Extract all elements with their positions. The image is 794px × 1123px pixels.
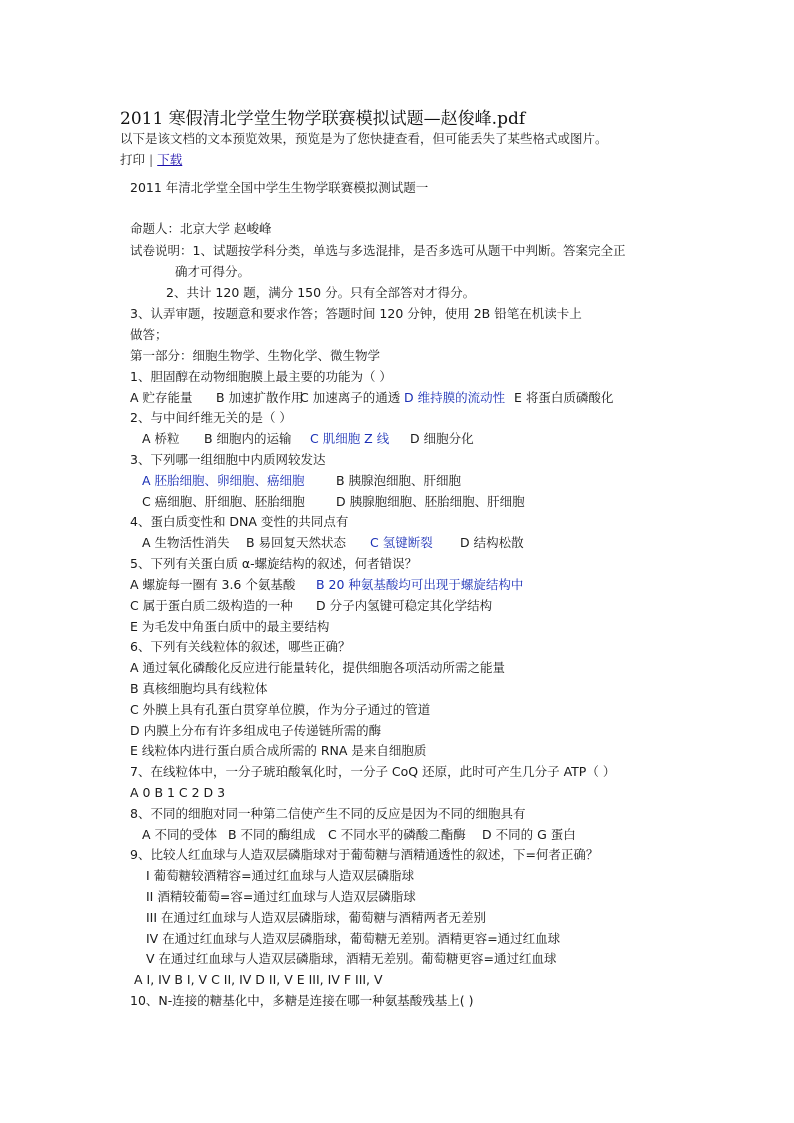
option: B 胰腺泡细胞、肝细胞 [336,473,462,488]
option: A 螺旋每一圈有 3.6 个氨基酸 [130,577,296,592]
question-3: 3、下列哪一组细胞中内质网较发达 [130,452,326,467]
doc-title: 2011 年清北学堂全国中学生生物学联赛模拟测试题一 [130,180,429,195]
link-separator: | [149,152,154,167]
question-4: 4、蛋白质变性和 DNA 变性的共同点有 [130,514,349,529]
statement: I 葡萄糖较酒精容=通过红血球与人造双层磷脂球 [146,868,415,883]
section-heading: 第一部分：细胞生物学、生物化学、微生物学 [130,348,381,363]
option: A 不同的受体 [142,827,218,842]
option: B 真核细胞均具有线粒体 [130,681,268,696]
option: C 癌细胞、肝细胞、胚胎细胞 [142,494,305,509]
instruction-2: 2、共计 120 题，满分 150 分。只有全部答对才得分。 [166,285,476,300]
statement: III 在通过红血球与人造双层磷脂球，葡萄糖与酒精两者无差别 [146,910,487,925]
question-2: 2、与中间纤维无关的是（ ） [130,410,292,425]
option-highlighted: B 20 种氨基酸均可出现于螺旋结构中 [316,577,524,592]
question-7-options: A 0 B 1 C 2 D 3 [130,785,226,800]
question-9: 9、比较人红血球与人造双层磷脂球对于葡萄糖与酒精通透性的叙述，下=何者正确？ [130,847,599,862]
option: B 易回复天然状态 [246,535,347,550]
option: A 生物活性消失 [142,535,230,550]
option-highlighted: A 胚胎细胞、卵细胞、癌细胞 [142,473,305,488]
option: D 内膜上分布有许多组成电子传递链所需的酶 [130,723,382,738]
option: C 不同水平的磷酸二酯酶 [328,827,466,842]
option: B 加速扩散作用 [216,390,304,405]
option-highlighted: D 维持膜的流动性 [404,390,506,405]
question-6: 6、下列有关线粒体的叙述，哪些正确？ [130,639,351,654]
doc-author: 命题人：北京大学 赵峻峰 [130,221,272,236]
option: C 外膜上具有孔蛋白贯穿单位膜，作为分子通过的管道 [130,702,431,717]
action-links [120,150,182,168]
question-7: 7、在线粒体中，一分子琥珀酸氧化时，一分子 CoQ 还原，此时可产生几分子 ATP（ ） [130,764,616,779]
instruction-1: 试卷说明：1、试题按学科分类，单选与多选混排，是否多选可从题干中判断。答案完全正 [130,243,626,258]
option-highlighted: C 肌细胞 Z 线 [310,431,390,446]
option: D 不同的 G 蛋白 [482,827,576,842]
preview-note: 以下是该文档的文本预览效果，预览是为了您快捷查看，但可能丢失了某些格式或图片。 [120,131,608,146]
option: D 结构松散 [460,535,524,550]
option: E 将蛋白质磷酸化 [514,390,614,405]
question-8: 8、不同的细胞对同一种第二信使产生不同的反应是因为不同的细胞具有 [130,806,526,821]
question-10: 10、N-连接的糖基化中，多糖是连接在哪一种氨基酸残基上( ) [130,993,474,1008]
option: D 分子内氢键可稳定其化学结构 [316,598,493,613]
option: C 加速离子的通透 [300,390,401,405]
option: B 细胞内的运输 [204,431,292,446]
option: B 不同的酶组成 [228,827,316,842]
instruction-3-cont: 做答； [130,327,168,342]
option: E 为毛发中角蛋白质中的最主要结构 [130,619,330,634]
statement: IV 在通过红血球与人造双层磷脂球，葡萄糖无差别。酒精更容=通过红血球 [146,931,561,946]
option: E 线粒体内进行蛋白质合成所需的 RNA 是来自细胞质 [130,743,427,758]
option: D 胰腺胞细胞、胚胎细胞、肝细胞 [336,494,525,509]
question-9-options: A I, IV B I, V C II, IV D II, V E III, IV F III, V [134,972,383,987]
question-5: 5、下列有关蛋白质 α-螺旋结构的叙述，何者错误？ [130,556,418,571]
page-title: 2011 寒假清北学堂生物学联赛模拟试题—赵俊峰.pdf [120,109,526,129]
question-1: 1、胆固醇在动物细胞膜上最主要的功能为（ ） [130,369,392,384]
option: D 细胞分化 [410,431,474,446]
option: A 桥粒 [142,431,180,446]
instruction-1-cont: 确才可得分。 [175,264,251,279]
option: A 通过氧化磷酸化反应进行能量转化，提供细胞各项活动所需之能量 [130,660,506,675]
print-link[interactable]: 打印 [120,152,146,167]
option: C 属于蛋白质二级构造的一种 [130,598,293,613]
option: A 贮存能量 [130,390,193,405]
option-highlighted: C 氢键断裂 [370,535,433,550]
instruction-3: 3、认弄审题，按题意和要求作答；答题时间 120 分钟，使用 2B 铅笔在机读卡上 [130,306,582,321]
download-link[interactable]: 下载 [157,152,183,167]
statement: II 酒精较葡萄=容=通过红血球与人造双层磷脂球 [146,889,416,904]
statement: V 在通过红血球与人造双层磷脂球，酒精无差别。葡萄糖更容=通过红血球 [146,951,557,966]
